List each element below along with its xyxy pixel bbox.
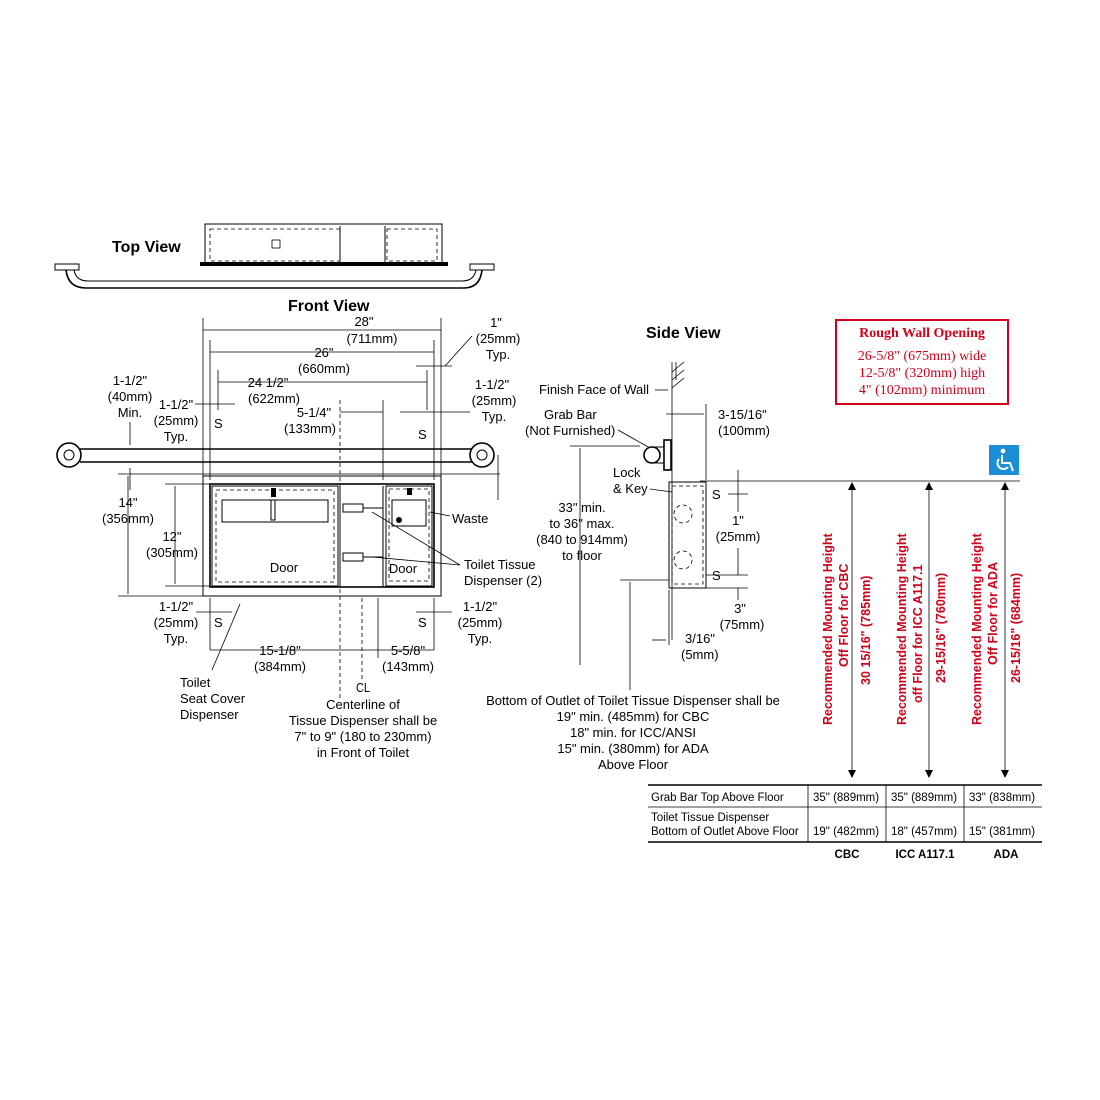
dim-33-label-4: to floor (562, 548, 602, 563)
lock-key-label-2: & Key (613, 481, 648, 496)
tissue-roll-upper (674, 505, 692, 523)
centerline-symbol: CL (356, 680, 370, 695)
rough-opening-title: Rough Wall Opening (859, 326, 985, 341)
outlet-note-5: Above Floor (597, 757, 669, 772)
stud-mark: S (418, 427, 427, 442)
side-cabinet (669, 482, 706, 588)
stud-mark-side: S (712, 487, 721, 502)
front-view-title: Front View (288, 298, 370, 315)
stud-mark-side: S (712, 568, 721, 583)
table-cell: 15" (381mm) (969, 826, 1036, 838)
mounting-cbc-value: 30 15/16" (785mm) (859, 575, 873, 685)
door-label-right: Door (388, 561, 418, 576)
table-cell: 35" (889mm) (891, 792, 958, 804)
mounting-ada-label: Recommended Mounting Height (970, 533, 984, 725)
dim-24-mm: (622mm) (247, 391, 301, 406)
dim-112-br-mm: (25mm) (457, 615, 503, 630)
dim-28-label: 28" (354, 314, 374, 329)
dim-112-tl-mm: (25mm) (153, 413, 199, 428)
mounting-ada-value: 26-15/16" (684mm) (1009, 572, 1023, 683)
stud-mark: S (214, 416, 223, 431)
top-view-cabinet (205, 224, 442, 264)
dim-112-tr-label: 1-1/2" (474, 377, 510, 392)
rough-opening-height: 12-5/8" (320mm) high (858, 366, 986, 381)
front-view (57, 298, 542, 760)
dim-1-tr-label: 1" (490, 315, 502, 330)
mounting-heights (821, 482, 1023, 778)
mounting-table (648, 785, 1042, 861)
dim-3-label: 3" (734, 601, 746, 616)
table-cell: 33" (838mm) (969, 792, 1036, 804)
dim-1518-mm: (384mm) (253, 659, 307, 674)
grab-bar-section (644, 447, 660, 463)
dim-112-bl-mm: (25mm) (153, 615, 199, 630)
door-label-left: Door (269, 560, 299, 575)
waste-label: Waste (452, 511, 489, 526)
top-view-left-bay (210, 229, 340, 261)
dim-14-label: 14" (118, 495, 138, 510)
dim-316-label: 3/16" (685, 631, 715, 646)
centerline-note-3: 7" to 9" (180 to 230mm) (294, 729, 432, 744)
centerline-note: Centerline of (326, 697, 400, 712)
table-column-header: ADA (993, 849, 1019, 861)
rough-opening-depth: 4" (102mm) minimum (858, 383, 986, 398)
table-column-header: CBC (834, 849, 860, 861)
dim-514-mm: (133mm) (283, 421, 337, 436)
top-view-lock-icon (272, 240, 280, 248)
mounting-ada-label-2: Off Floor for ADA (986, 562, 1000, 665)
grab-bar-label: Grab Bar (544, 407, 597, 422)
table-cell: 18" (457mm) (891, 826, 958, 838)
dim-12-label: 12" (162, 529, 182, 544)
outlet-note-2: 19" min. (485mm) for CBC (556, 709, 710, 724)
dim-112-tl-label: 1-1/2" (158, 397, 194, 412)
tissue-dispenser-count: Dispenser (2) (464, 573, 543, 588)
dim-514-label: 5-1/4" (296, 405, 332, 420)
grab-bar-left-flange (57, 443, 81, 467)
dim-112-br-typ: Typ. (467, 631, 493, 646)
rough-wall-opening-box (836, 320, 1008, 404)
grab-bar-right-flange (470, 443, 494, 467)
top-view-right-bay (387, 229, 437, 261)
dim-112-tl-typ: Typ. (163, 429, 189, 444)
wheelchair-accessibility-icon (989, 445, 1019, 475)
table-column-header: ICC A117.1 (895, 849, 955, 861)
table-row-label: Grab Bar Top Above Floor (651, 792, 784, 804)
dim-558-label: 5-5/8" (390, 643, 426, 658)
dim-26-label: 26" (314, 345, 334, 360)
table-row-label: Toilet Tissue Dispenser (651, 812, 770, 824)
table-row-label-2: Bottom of Outlet Above Floor (651, 826, 799, 838)
dim-31516-mm: (100mm) (718, 423, 771, 438)
outlet-note: Bottom of Outlet of Toilet Tissue Dispenser shall be (486, 693, 780, 708)
table-cell: 19" (482mm) (813, 826, 880, 838)
outlet-note-3: 18" min. for ICC/ANSI (570, 725, 696, 740)
dim-112-bl-typ: Typ. (163, 631, 189, 646)
mounting-cbc-label-2: Off Floor for CBC (837, 563, 851, 667)
dim-3-mm: (75mm) (719, 617, 765, 632)
dim-1-side-mm: (25mm) (715, 529, 761, 544)
dim-1518-label: 15-1/8" (259, 643, 301, 658)
finish-face-label: Finish Face of Wall (539, 382, 650, 397)
dim-1-tr-typ: Typ. (485, 347, 511, 362)
top-view-title: Top View (112, 239, 181, 256)
centerline-note-4: in Front of Toilet (316, 745, 410, 760)
dim-112-min-typ: Min. (117, 405, 143, 420)
table-cell: 35" (889mm) (813, 792, 880, 804)
stud-mark: S (418, 615, 427, 630)
tissue-dispenser-label: Toilet Tissue (464, 557, 536, 572)
mounting-icc-label-2: off Floor for ICC A117.1 (911, 564, 925, 703)
cabinet-flange (203, 476, 441, 596)
tissue-spindle-lower (343, 553, 363, 561)
centerline-note-2: Tissue Dispenser shall be (288, 713, 438, 728)
top-view-grab-bar (66, 270, 482, 288)
dim-112-br-label: 1-1/2" (462, 599, 498, 614)
dim-24-label: 24 1/2" (247, 375, 289, 390)
dim-33-label: 33" min. (558, 500, 606, 515)
grab-bar-flange-side (664, 440, 671, 470)
stud-mark: S (214, 615, 223, 630)
dim-558-mm: (143mm) (381, 659, 435, 674)
dim-112-min-label: 1-1/2" (112, 373, 148, 388)
mounting-cbc-label: Recommended Mounting Height (821, 533, 835, 725)
dim-112-tr-mm: (25mm) (471, 393, 517, 408)
side-view-title: Side View (646, 325, 721, 342)
seat-cover-label-2: Seat Cover (180, 691, 246, 706)
rough-opening-width: 26-5/8" (675mm) wide (857, 349, 987, 364)
tissue-roll-lower (674, 551, 692, 569)
dim-112-bl-label: 1-1/2" (158, 599, 194, 614)
grab-bar-note: (Not Furnished) (525, 423, 616, 438)
dim-112-tr-typ: Typ. (481, 409, 507, 424)
dim-26-mm: (660mm) (297, 361, 351, 376)
outlet-note-4: 15" min. (380mm) for ADA (557, 741, 709, 756)
dim-28-mm: (711mm) (346, 331, 398, 346)
mounting-icc-value: 29-15/16" (760mm) (934, 572, 948, 683)
dim-14-mm: (356mm) (101, 511, 155, 526)
dim-112-min-mm: (40mm) (107, 389, 153, 404)
mounting-icc-label: Recommended Mounting Height (895, 533, 909, 725)
dim-316-mm: (5mm) (681, 647, 719, 662)
dim-33-label-2: to 36" max. (549, 516, 615, 531)
dim-1-side-label: 1" (732, 513, 744, 528)
top-view (55, 224, 494, 288)
lock-key-label: Lock (613, 465, 641, 480)
top-view-flange (200, 262, 448, 266)
tissue-spindle-upper (343, 504, 363, 512)
seat-cover-label-3: Dispenser (180, 707, 239, 722)
dim-31516-label: 3-15/16" (718, 407, 767, 422)
seat-cover-label: Toilet (180, 675, 211, 690)
dim-1-tr-mm: (25mm) (475, 331, 521, 346)
dim-33-label-3: (840 to 914mm) (536, 532, 628, 547)
dim-12-mm: (305mm) (145, 545, 199, 560)
